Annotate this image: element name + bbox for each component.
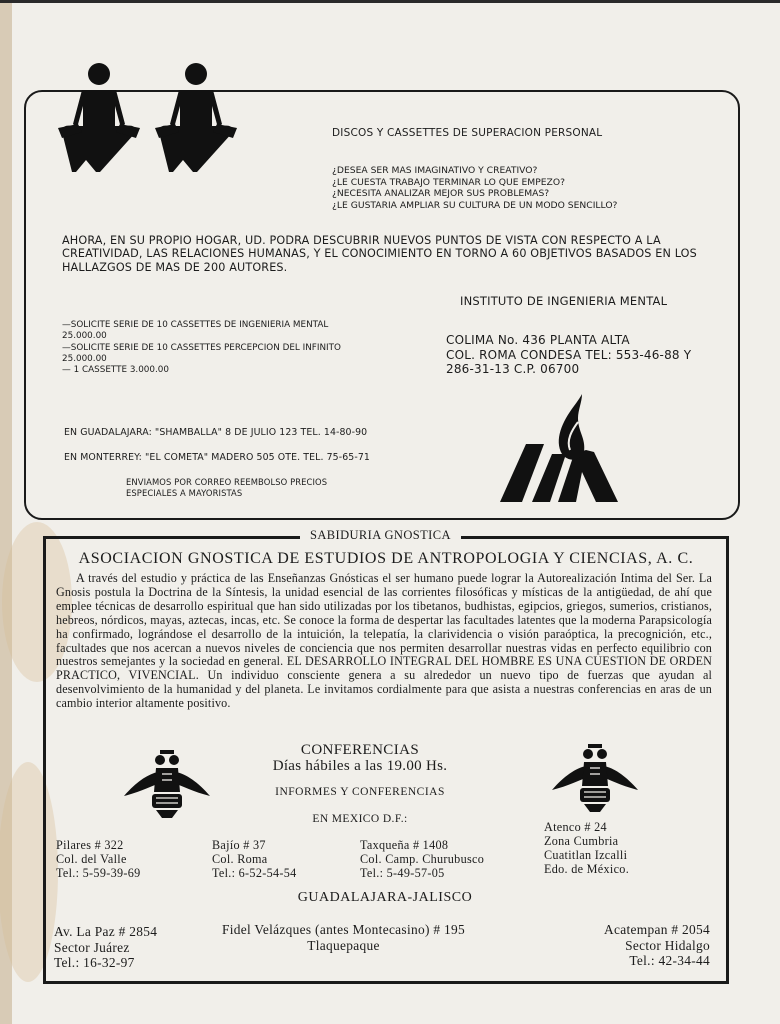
address-line: 286-31-13 C.P. 06700 (446, 362, 580, 377)
location-line: Tel.: 5-59-39-69 (56, 866, 141, 880)
double-headed-eagle-icon (550, 742, 640, 818)
location-line: Cuatitlan Izcalli (544, 848, 628, 862)
location-acatempan (570, 922, 710, 969)
location-line: Col. Camp. Churubusco (360, 852, 485, 866)
mail-order-note: ENVIAMOS POR CORREO REEMBOLSO PRECIOS ESPECIALES A MAYORISTAS (126, 477, 328, 498)
order-item: —SOLICITE SERIE DE 10 CASSETTES DE INGENIERIA MENTAL (62, 320, 329, 330)
location-line: Taxqueña # 1408 (360, 838, 449, 852)
question-list (332, 165, 617, 211)
location-line: Acatempan # 2054 (604, 922, 710, 937)
location-line: Tel.: 6-52-54-54 (212, 866, 297, 880)
institute-address (446, 333, 736, 377)
order-price: 25.000.00 (62, 353, 107, 364)
location-line: Atenco # 24 (544, 820, 607, 834)
location-line: Sector Juárez (54, 939, 130, 955)
location-line: Tlaquepaque (307, 937, 380, 953)
location-line: Tel.: 42-34-44 (629, 953, 710, 969)
location-line: Edo. de México. (544, 862, 630, 876)
location-line: Fidel Velázques (antes Montecasino) # 195 (222, 922, 465, 937)
order-price: 25.000.00 (62, 331, 107, 342)
location-la-paz (54, 924, 157, 971)
ad-title: DISCOS Y CASSETTES DE SUPERACION PERSONAL (332, 127, 603, 139)
location-line: Col. del Valle (56, 852, 127, 866)
location-fidel-velazques (222, 922, 465, 953)
double-headed-eagle-icon (122, 748, 212, 824)
ad-body-text: AHORA, EN SU PROPIO HOGAR, UD. PODRA DESCUBRIR NUEVOS PUNTOS DE VISTA CON RESPECTO A LA CREATIVIDAD, LAS RELACIONES HUMANAS, Y EL CONOCIMIENTO EN TORNO A 60 OBJETIVOS BASADOS EN LOS HALLAZGOS DE MAS DE 200 AUTORES. (62, 234, 697, 274)
address-line: COL. ROMA CONDESA TEL: 553-46-88 Y (446, 347, 692, 362)
order-list (62, 320, 402, 376)
monterrey-distributor: EN MONTERREY: "EL COMETA" MADERO 505 OTE. TEL. 75-65-71 (64, 452, 370, 463)
location-line: Bajío # 37 (212, 838, 266, 852)
order-item: — 1 CASSETTE 3.000.00 (62, 365, 169, 376)
location-pilares (56, 838, 141, 880)
guadalajara-heading: GUADALAJARA-JALISCO (297, 890, 473, 905)
location-atenco (544, 820, 629, 876)
location-line: Av. La Paz # 2854 (54, 924, 158, 939)
question-item: ¿DESEA SER MAS IMAGINATIVO Y CREATIVO? (332, 165, 538, 176)
info-heading: INFORMES Y CONFERENCIAS (275, 786, 445, 798)
location-line: Pilares # 322 (56, 838, 124, 852)
location-line: Col. Roma (212, 852, 268, 866)
location-taxquena (360, 838, 484, 880)
association-title: ASOCIACION GNOSTICA DE ESTUDIOS DE ANTROPOLOGIA Y CIENCIAS, A. C. (78, 550, 694, 567)
top-edge (0, 0, 780, 3)
location-line: Tel.: 5-49-57-05 (360, 866, 445, 880)
conference-schedule: Días hábiles a las 19.00 Hs. (272, 758, 448, 774)
city-heading: EN MEXICO D.F.: (312, 813, 408, 825)
section-tag: SABIDURIA GNOSTICA (300, 528, 461, 543)
location-line: Sector Hidalgo (625, 937, 710, 953)
address-line: COLIMA No. 436 PLANTA ALTA (446, 333, 630, 347)
location-bajio (212, 838, 297, 880)
location-line: Zona Cumbria (544, 834, 619, 848)
meditating-figures-icon (54, 62, 244, 181)
conferences-heading: CONFERENCIAS (300, 742, 420, 758)
institute-name: INSTITUTO DE INGENIERIA MENTAL (460, 294, 668, 308)
institute-logo-icon (496, 392, 620, 508)
association-description: A través del estudio y práctica de las Enseñanzas Gnósticas el ser humano puede lograr la Autorealización Intima del Ser. La Gnosis postula la Doctrina de la Síntesis, la unidad esencial de las corrientes filosóficas y místicas de la antigüedad, de ahí que emplee técnicas de desarrollo espiritual que han sido utilizadas por los tibetanos, budhistas, egipcios, griegos, sumerios, cristianos, hebreos, nórdicos, mayas, aztecas, incas, etc. Se conoce la forma de despertar las facultades latentes que la moderna Parapsicología ha confirmado, lográndose el desarrollo de la intuición, la telepatía, la clarividencia o visión paraóptica, la precognición, etc., facultades que nos acercan a nuevos niveles de conciencia que nos permiten desarrollar nuestras vidas en perfecto equilibrio con nuestros semejantes y la sociedad en general. EL DESARROLLO INTEGRAL DEL HOMBRE ES UNA CUESTION DE ORDEN PRACTICO, VIVENCIAL. Un individuo consciente genera a su alrededor un nuevo tipo de fuerzas que ayudan al desenvolvimiento de la humanidad y del planeta. Le invitamos cordialmente para que asista a nuestras conferencias en aras de un cambio interior altamente positivo. (56, 571, 712, 711)
question-item: ¿NECESITA ANALIZAR MEJOR SUS PROBLEMAS? (332, 188, 550, 200)
question-item: ¿LE CUESTA TRABAJO TERMINAR LO QUE EMPEZO? (332, 176, 565, 188)
question-item: ¿LE GUSTARIA AMPLIAR SU CULTURA DE UN MODO SENCILLO? (332, 199, 618, 211)
order-item: —SOLICITE SERIE DE 10 CASSETTES PERCEPCION DEL INFINITO (62, 342, 341, 353)
location-line: Tel.: 16-32-97 (54, 955, 135, 971)
guadalajara-distributor: EN GUADALAJARA: "SHAMBALLA" 8 DE JULIO 123 TEL. 14-80-90 (64, 427, 368, 438)
